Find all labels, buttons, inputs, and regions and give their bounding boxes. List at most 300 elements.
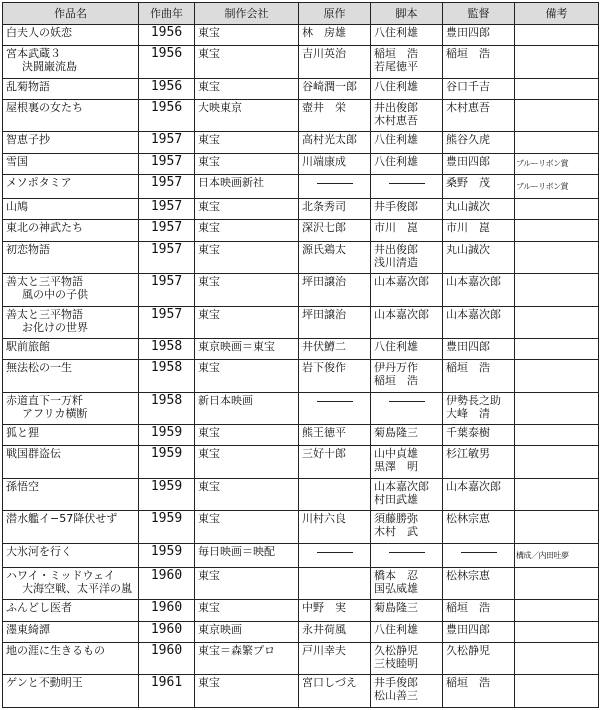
cell-line: 山本嘉次郎 [374,479,429,493]
cell-company: 東宝 [195,274,299,306]
cell-line: 山鳩 [6,200,28,214]
cell-line: 八住利雄 [374,133,418,147]
cell-company: 大映東京 [195,99,299,131]
cell-title [3,99,139,131]
cell-original [299,392,371,424]
cell-line: 善太と三平物語 [6,275,83,289]
cell-company: 東宝 [195,600,299,621]
cell-company: 東宝 [195,478,299,510]
cell-company: 東宝 [195,446,299,478]
cell-director [443,567,515,599]
cell-director [443,241,515,273]
cell-line: 井手俊郎 [374,200,418,214]
cell-original [299,600,371,621]
cell-director [443,339,515,360]
cell-script [371,392,443,424]
cell-script [371,339,443,360]
cell-notes: ブルーリボン賞 [515,174,599,198]
cell-company: 東宝 [195,675,299,708]
cell-title [3,220,139,241]
cell-original [299,478,371,510]
cell-line: メソポタミア [6,175,72,189]
cell-line: 稲垣 浩 [446,676,490,690]
cell-title [3,425,139,446]
cell-line: 大氷河を行く [6,544,72,558]
cell-company: 東宝 [195,78,299,99]
cell-line: 山本嘉次郎 [446,479,501,493]
cell-year: 1960 [139,621,195,642]
cell-line: 濹東綺譚 [6,622,50,636]
cell-line: 豊田四郎 [446,154,490,168]
cell-line: 井出俊郎 [374,242,418,256]
cell-year: 1956 [139,25,195,46]
cell-script [371,511,443,543]
cell-line: 久松静児 [446,643,490,657]
header-row [3,3,599,25]
cell-line: 菊島隆三 [374,601,418,615]
cell-line [389,183,425,197]
cell-line: 山本嘉次郎 [374,275,429,289]
cell-line: 井手俊郎 [374,676,418,690]
cell-line: 宮口しづえ [302,676,357,690]
table-row [3,446,599,478]
cell-script [371,567,443,599]
cell-original [299,132,371,153]
cell-notes [515,478,599,510]
cell-line: 戸川幸夫 [302,643,346,657]
cell-line: 孫悟空 [6,479,39,493]
cell-notes [515,642,599,674]
cell-director [443,543,515,567]
cell-line: 壺井 栄 [302,100,346,114]
cell-line: 豊田四郎 [446,622,490,636]
cell-year: 1956 [139,46,195,78]
cell-notes [515,274,599,306]
table-row [3,153,599,174]
table-row [3,132,599,153]
cell-notes [515,220,599,241]
table-row [3,478,599,510]
cell-director [443,600,515,621]
cell-original [299,174,371,198]
cell-line: 市川 崑 [374,221,418,235]
cell-director [443,220,515,241]
cell-director [443,511,515,543]
cell-line: 村田武雄 [374,492,418,506]
cell-line: 川村六良 [302,512,346,526]
cell-title [3,153,139,174]
cell-title [3,543,139,567]
cell-company: 東宝 [195,220,299,241]
header-notes: 備考 [515,3,599,25]
cell-company: 東宝 [195,567,299,599]
cell-line: 三好十郎 [302,447,346,461]
cell-script [371,425,443,446]
cell-director [443,78,515,99]
cell-title [3,132,139,153]
cell-line: 熊王徳平 [302,426,346,440]
cell-script [371,153,443,174]
cell-original [299,360,371,392]
cell-director [443,132,515,153]
cell-line: 山本嘉次郎 [446,275,501,289]
cell-line: 初恋物語 [6,242,50,256]
cell-line: 八住利雄 [374,26,418,39]
cell-title [3,642,139,674]
table-row [3,543,599,567]
cell-line: 狐と狸 [6,426,39,440]
cell-director [443,642,515,674]
cell-notes [515,600,599,621]
cell-title [3,306,139,338]
cell-title [3,78,139,99]
cell-original [299,425,371,446]
cell-year: 1956 [139,99,195,131]
cell-line: 谷口千吉 [446,79,490,93]
cell-line: 地の涯に生きるもの [6,643,105,657]
cell-line: 稲垣 浩 [374,374,418,388]
cell-original [299,153,371,174]
cell-notes [515,360,599,392]
table-row [3,600,599,621]
cell-script [371,99,443,131]
cell-year: 1957 [139,153,195,174]
cell-year: 1957 [139,220,195,241]
cell-director [443,46,515,78]
cell-line: 雪国 [6,154,28,168]
cell-notes [515,132,599,153]
cell-year: 1957 [139,132,195,153]
cell-line: 木村恵吾 [374,113,418,127]
cell-line: 高村光太郎 [302,133,357,147]
cell-company: 東宝 [195,25,299,46]
cell-line: 市川 崑 [446,221,490,235]
cell-year: 1958 [139,392,195,424]
cell-line: 松林宗恵 [446,568,490,582]
cell-director [443,425,515,446]
table-row [3,306,599,338]
cell-line: 丸山誠次 [446,200,490,214]
cell-title [3,621,139,642]
table-row [3,220,599,241]
table-row [3,241,599,273]
table-row [3,274,599,306]
cell-original [299,46,371,78]
cell-line [389,401,425,415]
cell-company: 毎日映画＝映配 [195,543,299,567]
cell-company: 新日本映画 [195,392,299,424]
header-company: 制作会社 [195,3,299,25]
cell-notes [515,99,599,131]
cell-line: 八住利雄 [374,622,418,636]
cell-director [443,621,515,642]
cell-year: 1957 [139,199,195,220]
cell-line: 国弘威雄 [374,581,418,595]
cell-line: 杉江敏男 [446,447,490,461]
cell-company: 東京映画＝東宝 [195,339,299,360]
cell-line [389,552,425,566]
cell-line: ふんどし医者 [6,601,72,615]
cell-line: 八住利雄 [374,340,418,354]
cell-title [3,360,139,392]
cell-company: 東宝 [195,241,299,273]
filmography-table [2,2,599,708]
cell-script [371,600,443,621]
cell-title [3,511,139,543]
cell-year: 1959 [139,543,195,567]
table-row [3,339,599,360]
cell-original [299,99,371,131]
table-row [3,675,599,708]
cell-line: 橋本 忍 [374,568,418,582]
cell-line: 屋根裏の女たち [6,100,83,114]
cell-original [299,306,371,338]
cell-line: 林 房雄 [302,26,346,39]
cell-year: 1960 [139,600,195,621]
cell-original [299,511,371,543]
cell-line: お化けの世界 [22,320,88,334]
table-row [3,360,599,392]
cell-line: 松林宗恵 [446,512,490,526]
cell-title [3,567,139,599]
cell-year: 1958 [139,339,195,360]
cell-year: 1960 [139,642,195,674]
cell-script [371,642,443,674]
cell-line: 山本嘉次郎 [374,307,429,321]
cell-line: 谷崎潤一郎 [302,79,357,93]
cell-title [3,25,139,46]
cell-director [443,478,515,510]
cell-line: 豊田四郎 [446,340,490,354]
cell-line: 菊島隆三 [374,426,418,440]
cell-line: 稲垣 浩 [446,47,490,61]
cell-line: 赤道直下一万粁 [6,393,83,407]
cell-line: 宮本武蔵３ [6,47,61,61]
cell-title [3,600,139,621]
cell-line: 山中貞雄 [374,447,418,461]
cell-title [3,446,139,478]
cell-notes: 構成／内田吐夢 [515,543,599,567]
table-row [3,511,599,543]
cell-notes [515,392,599,424]
table-row [3,621,599,642]
cell-notes [515,25,599,46]
cell-line [317,401,353,415]
cell-year: 1957 [139,274,195,306]
cell-line: 決闘巌流島 [22,60,77,74]
cell-line: 吉川英治 [302,47,346,61]
cell-company: 東宝 [195,46,299,78]
table-row [3,392,599,424]
cell-original [299,78,371,99]
cell-line: 坪田譲治 [302,307,346,321]
cell-line: 井出俊郎 [374,100,418,114]
cell-notes [515,46,599,78]
cell-notes [515,78,599,99]
cell-title [3,339,139,360]
cell-director [443,675,515,708]
cell-script [371,25,443,46]
cell-original [299,567,371,599]
cell-line: 智恵子抄 [6,133,50,147]
cell-company: 東京映画 [195,621,299,642]
cell-company: 東宝 [195,153,299,174]
cell-line: 木村 武 [374,525,418,539]
header-original: 原作 [299,3,371,25]
cell-line: 中野 実 [302,601,346,615]
cell-title [3,199,139,220]
cell-script [371,621,443,642]
cell-notes [515,446,599,478]
cell-line: 潜水艦イ−57降伏せず [6,512,118,526]
cell-director [443,153,515,174]
cell-notes [515,675,599,708]
cell-line: 稲垣 浩 [446,601,490,615]
cell-line: 無法松の一生 [6,361,72,375]
cell-original [299,543,371,567]
cell-year: 1959 [139,446,195,478]
cell-script [371,274,443,306]
cell-line [461,552,497,566]
cell-line: 千葉泰樹 [446,426,490,440]
header-title: 作品名 [3,3,139,25]
cell-year: 1959 [139,511,195,543]
cell-original [299,642,371,674]
cell-title [3,675,139,708]
cell-line: 戦国群盗伝 [6,447,61,461]
cell-year: 1957 [139,241,195,273]
cell-director [443,174,515,198]
header-director: 監督 [443,3,515,25]
cell-script [371,174,443,198]
cell-director [443,25,515,46]
cell-line: 駅前旅館 [6,340,50,354]
cell-title [3,46,139,78]
cell-line: 岩下俊作 [302,361,346,375]
cell-line: 善太と三平物語 [6,307,83,321]
cell-company: 東宝 [195,511,299,543]
cell-year: 1958 [139,360,195,392]
cell-line: 松山善三 [374,689,418,703]
cell-script [371,360,443,392]
cell-line: 八住利雄 [374,79,418,93]
cell-line: 川端康成 [302,154,346,168]
cell-company: 東宝 [195,132,299,153]
table-row [3,46,599,78]
cell-script [371,446,443,478]
cell-year: 1957 [139,174,195,198]
cell-original [299,199,371,220]
cell-director [443,446,515,478]
cell-notes [515,339,599,360]
cell-line: 黒澤 明 [374,460,418,474]
cell-line: 井伏鱒二 [302,340,346,354]
cell-line: 風の中の子供 [22,288,88,302]
cell-director [443,199,515,220]
cell-line: 伊丹万作 [374,361,418,375]
cell-title [3,478,139,510]
cell-line: 久松静児 [374,643,418,657]
cell-company: 東宝＝森繁プロ [195,642,299,674]
cell-line [317,183,353,197]
cell-line: 浅川清造 [374,255,418,269]
cell-notes [515,306,599,338]
cell-line: 若尾徳平 [374,60,418,74]
cell-line: アフリカ横断 [22,406,88,420]
cell-year: 1959 [139,478,195,510]
cell-original [299,621,371,642]
cell-script [371,241,443,273]
cell-company: 東宝 [195,360,299,392]
table-row [3,425,599,446]
cell-line: 須藤勝弥 [374,512,418,526]
cell-company: 東宝 [195,425,299,446]
table-row [3,642,599,674]
cell-title [3,392,139,424]
header-year: 作曲年 [139,3,195,25]
cell-line: 桑野 茂 [446,175,490,189]
cell-year: 1957 [139,306,195,338]
cell-notes [515,621,599,642]
cell-director [443,99,515,131]
cell-year: 1961 [139,675,195,708]
cell-line: 大海空戦、太平洋の嵐 [22,581,132,595]
cell-script [371,46,443,78]
table-row [3,25,599,46]
cell-script [371,132,443,153]
cell-line: 大峰 清 [446,406,490,420]
cell-director [443,274,515,306]
cell-line: ハワイ・ミッドウェイ [6,568,116,582]
cell-script [371,543,443,567]
cell-company: 東宝 [195,199,299,220]
cell-line: 坪田譲治 [302,275,346,289]
cell-line: 永井荷風 [302,622,346,636]
cell-line: 乱菊物語 [6,79,50,93]
cell-line: 東北の神武たち [6,221,83,235]
cell-director [443,392,515,424]
table-body [3,25,599,708]
table-row [3,78,599,99]
cell-script [371,478,443,510]
cell-original [299,220,371,241]
cell-title [3,274,139,306]
cell-notes [515,199,599,220]
cell-original [299,241,371,273]
cell-line [317,552,353,566]
cell-company: 日本映画新社 [195,174,299,198]
cell-line: 三枝睦明 [374,656,418,670]
table-row [3,174,599,198]
cell-line: 八住利雄 [374,154,418,168]
cell-original [299,274,371,306]
cell-title [3,241,139,273]
cell-director [443,306,515,338]
cell-original [299,25,371,46]
cell-year: 1959 [139,425,195,446]
cell-title [3,174,139,198]
cell-notes [515,567,599,599]
cell-line: 山本嘉次郎 [446,307,501,321]
cell-original [299,446,371,478]
cell-line: 丸山誠次 [446,242,490,256]
cell-original [299,339,371,360]
table-row [3,567,599,599]
cell-notes [515,425,599,446]
cell-notes [515,511,599,543]
cell-line: 豊田四郎 [446,26,490,39]
cell-notes [515,241,599,273]
